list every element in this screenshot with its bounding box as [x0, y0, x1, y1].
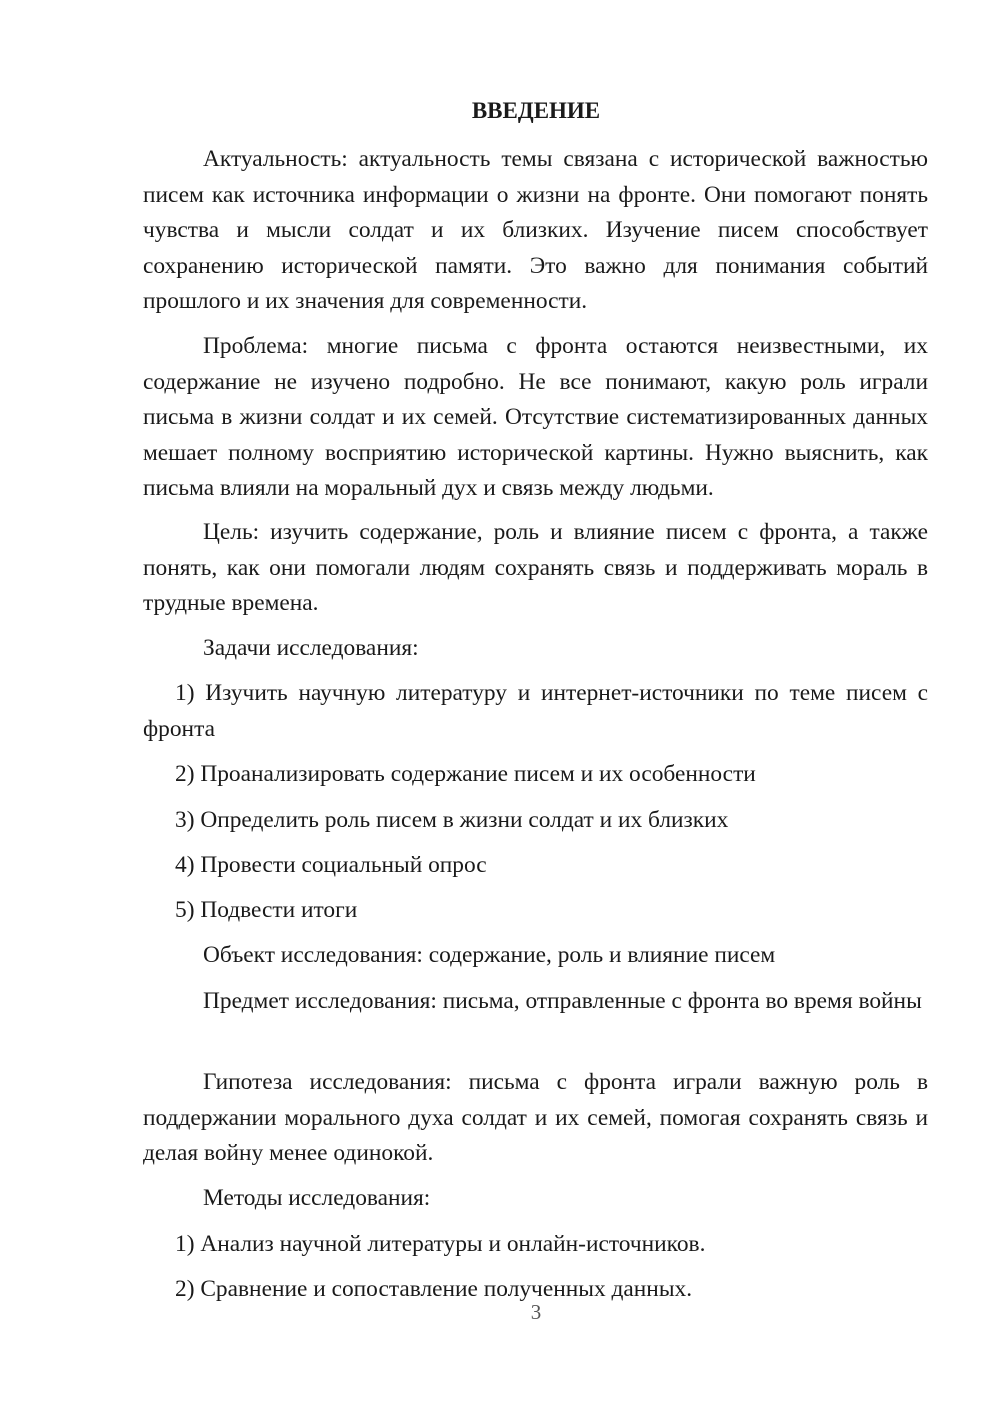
- object-paragraph: Объект исследования: содержание, роль и влияние писем: [203, 942, 776, 968]
- task-item: 2) Проанализировать содержание писем и их особенности: [175, 761, 756, 787]
- task-item: 5) Подвести итоги: [175, 897, 358, 923]
- task-item: 3) Определить роль писем в жизни солдат и их близких: [175, 807, 729, 833]
- methods-heading: Методы исследования:: [203, 1185, 431, 1211]
- relevance-paragraph: Актуальность: актуальность темы связана с исторической важностью писем как источника информации о жизни на фронте. Они помогают понять чувства и мысли солдат и их близких. Изучение писем способствует сохранению исторической памяти. Это важно для понимания событий прошлого и их значения для современности.: [143, 146, 928, 314]
- problem-paragraph: Проблема: многие письма с фронта остаются неизвестными, их содержание не изучено подробно. Не все понимают, какую роль играли письма в жизни солдат и их семей. Отсутствие систематизированных данных мешает полному восприятию исторической картины. Нужно выяснить, как письма влияли на моральный дух и связь между людьми.: [143, 333, 928, 501]
- method-item: 2) Сравнение и сопоставление полученных данных.: [175, 1276, 693, 1302]
- method-item: 1) Анализ научной литературы и онлайн-источников.: [175, 1231, 706, 1257]
- task-item: 4) Провести социальный опрос: [175, 852, 487, 878]
- hypothesis-paragraph: Гипотеза исследования: письма с фронта играли важную роль в поддержании морального духа солдат и их семей, помогая сохранять связь и делая войну менее одинокой.: [143, 1069, 928, 1166]
- task-item: 1) Изучить научную литературу и интернет-источники по теме писем с фронта: [143, 680, 928, 742]
- page-number: 3: [530, 1300, 542, 1324]
- tasks-heading: Задачи исследования:: [203, 635, 419, 661]
- subject-paragraph: Предмет исследования: письма, отправленные с фронта во время войны: [203, 988, 922, 1014]
- goal-paragraph: Цель: изучить содержание, роль и влияние писем с фронта, а также понять, как они помогали людям сохранять связь и поддерживать мораль в трудные времена.: [143, 519, 928, 616]
- section-heading: ВВЕДЕНИЕ: [471, 98, 601, 123]
